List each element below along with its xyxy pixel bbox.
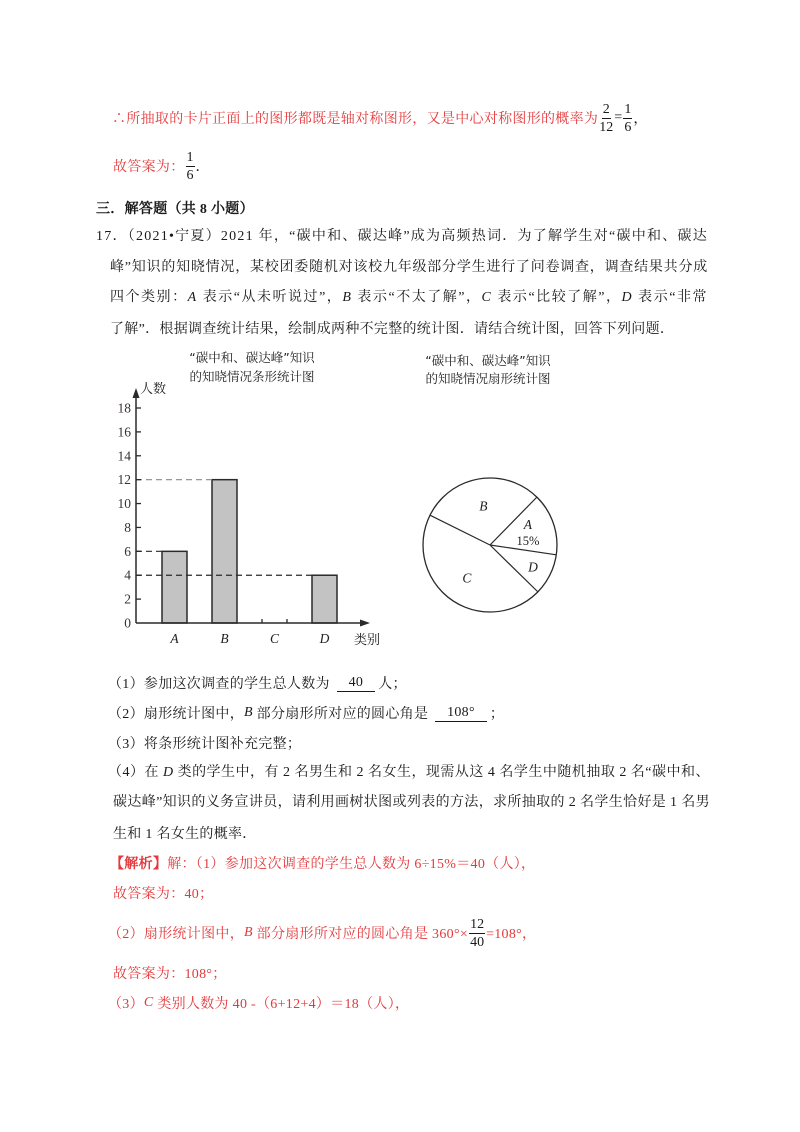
bar-D: [312, 575, 337, 623]
fraction: [186, 150, 195, 183]
slice-boundary: [430, 515, 490, 545]
text-run: （2）扇形统计图中，: [108, 707, 244, 722]
text-run: ．: [195, 160, 210, 175]
text-run: （2）扇形统计图中，: [108, 927, 244, 942]
text-run: =108°，: [486, 927, 537, 942]
sub-question-3: [108, 725, 301, 761]
text-run: ∴所抽取的卡片正面上的图形都既是轴对称图形，又是中心对称图形的概率为: [112, 112, 599, 127]
y-tick-label: 0: [124, 615, 131, 631]
y-tick-label: 2: [124, 591, 131, 607]
slice-percent-label: 15%: [516, 534, 540, 549]
answer-blank: 108°: [435, 705, 487, 722]
fraction: [469, 917, 485, 950]
fraction: [623, 102, 632, 135]
text-run: =: [614, 110, 623, 125]
x-axis-arrow-icon: [360, 620, 370, 627]
fraction-denominator: 6: [186, 167, 194, 183]
y-axis-label: 人数: [140, 382, 167, 397]
question-stem-line: [110, 310, 674, 346]
text-run: 解：（1）参加这次调查的学生总人数为 6÷15%＝40（人），: [167, 857, 536, 872]
text-run: 表示“比较了解”，: [492, 290, 622, 305]
previous-answer-line: [113, 148, 210, 184]
bar-A: [162, 551, 187, 623]
x-axis-label: 类别: [354, 633, 381, 648]
analysis-line: [108, 985, 409, 1021]
category-label: B: [220, 631, 229, 646]
text-run: 部分扇形所对应的圆心角是 360°×: [252, 927, 469, 942]
y-tick-label: 6: [124, 543, 131, 559]
fraction-numerator: 12: [470, 916, 485, 932]
slice-label: D: [528, 559, 538, 575]
slice-label: B: [479, 498, 488, 514]
text-run: 表示“不太了解”，: [352, 290, 482, 305]
pie-chart-title: “碳中和、碳达峰”知识: [425, 353, 551, 368]
text-run: 表示“从未听说过”，: [197, 290, 343, 305]
y-tick-label: 8: [124, 519, 131, 535]
analysis-line: [108, 915, 536, 951]
text-run: 表示“非常: [633, 290, 708, 305]
text-run: （4）在: [108, 765, 163, 780]
fraction-denominator: 40: [470, 934, 485, 950]
sub-question-4-line: [113, 793, 710, 813]
text-run: ；: [489, 707, 505, 722]
text-run: 类别人数为 40 -（6+12+4）＝18（人），: [153, 997, 410, 1012]
sub-question-4-line: [108, 763, 710, 783]
analysis-tag: 【解析】: [110, 857, 168, 872]
question-stem-line: [96, 227, 708, 247]
text-run: 17．（2021•宁夏）2021 年，“碳中和、碳达峰”成为高频热词．为了解学生对“碳中和、碳达: [96, 229, 708, 244]
fraction-numerator: 2: [602, 101, 610, 117]
text-run: 故答案为：108°；: [113, 967, 227, 982]
slice-label: A: [523, 517, 533, 533]
math-variable: B: [342, 290, 353, 305]
bar-chart-title: 的知晓情况条形统计图: [189, 369, 315, 384]
text-run: ，: [633, 112, 648, 127]
math-variable: A: [187, 290, 198, 305]
text-run: 故答案为：: [113, 160, 185, 175]
y-tick-label: 10: [117, 496, 131, 512]
category-label: C: [269, 631, 280, 646]
y-tick-label: 16: [117, 424, 131, 440]
y-tick-label: 4: [124, 567, 131, 583]
text-run: 部分扇形所对应的圆心角是: [252, 707, 433, 722]
math-variable: C: [143, 995, 154, 1010]
text-run: 了解”．根据调查统计结果，绘制成两种不完整的统计图．请结合统计图，回答下列问题．: [110, 322, 675, 337]
fraction-denominator: 12: [599, 119, 614, 135]
math-variable: B: [244, 925, 253, 940]
fraction-numerator: 1: [624, 101, 632, 117]
category-label: A: [170, 631, 179, 646]
text-run: 类的学生中，有 2 名男生和 2 名女生，现需从这 4 名学生中随机抽取 2 名“碳中和、: [173, 765, 710, 780]
math-variable: B: [244, 705, 253, 720]
math-variable: C: [481, 290, 493, 305]
text-run: 故答案为：40；: [113, 887, 214, 902]
pie-chart: [400, 345, 600, 645]
y-tick-label: 18: [117, 400, 131, 416]
math-variable: D: [162, 765, 174, 780]
y-tick-label: 14: [117, 448, 131, 464]
slice-label: C: [462, 570, 472, 586]
text-run: 碳达峰”知识的义务宣讲员，请利用画树状图或列表的方法，求所抽取的 2 名学生恰好是 1 名男: [113, 795, 710, 810]
question-stem-line: [110, 258, 708, 278]
section-header: [96, 190, 254, 226]
text-run: （3）将条形统计图补充完整；: [108, 737, 302, 752]
previous-conclusion-line: [112, 100, 648, 136]
bar-chart-title: “碳中和、碳达峰”知识: [189, 350, 315, 365]
fraction-denominator: 6: [624, 119, 632, 135]
math-variable: D: [621, 290, 634, 305]
category-label: D: [319, 631, 330, 646]
fraction: [599, 102, 613, 135]
question-stem-line: [110, 288, 708, 308]
section-header-text: 三．解答题（共 8 小题）: [96, 202, 254, 217]
text-run: 人；: [378, 677, 407, 692]
analysis-answer-line: [113, 875, 213, 911]
y-axis-arrow-icon: [133, 388, 140, 398]
text-run: 生和 1 名女生的概率．: [113, 827, 257, 842]
bar-chart: [110, 345, 400, 650]
y-tick-label: 12: [117, 472, 131, 488]
pie-chart-title: 的知晓情况扇形统计图: [425, 371, 551, 386]
bar-B: [212, 480, 237, 623]
text-run: 峰”知识的知晓情况，某校团委随机对该校九年级部分学生进行了问卷调查，调查结果共分成: [110, 260, 708, 275]
text-run: 四个类别：: [110, 290, 188, 305]
text-run: （3）: [108, 997, 144, 1012]
fraction-numerator: 1: [186, 149, 194, 165]
answer-blank: 40: [337, 675, 376, 692]
text-run: （1）参加这次调查的学生总人数为: [108, 677, 334, 692]
